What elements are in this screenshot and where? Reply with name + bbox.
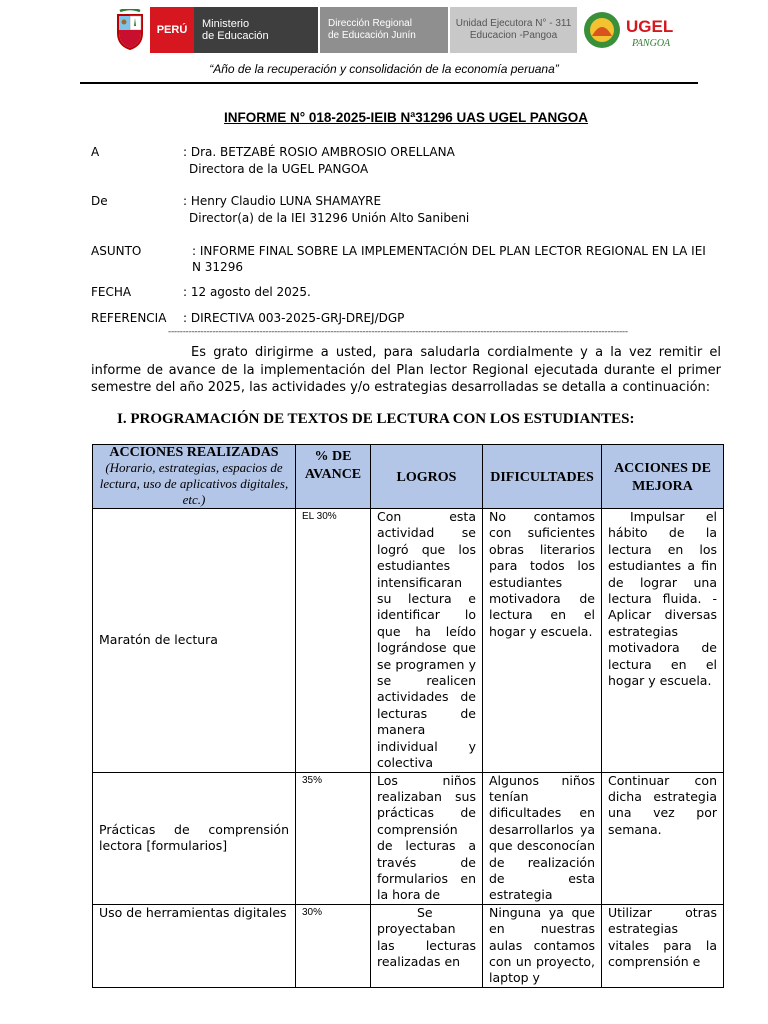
report-title: INFORME N° 018-2025-IEIB Nª31296 UAS UGEL PANGOA — [224, 110, 588, 125]
row-logros: Los niños realizaban sus prácticas de comprensión de lecturas a través de formularios en la hora de — [371, 772, 483, 904]
field-a-label: A — [91, 145, 100, 159]
header-mejora-label: ACCIONES DE MEJORA — [614, 460, 711, 494]
field-a-value: : Dra. BETZABÉ ROSIO AMBROSIO ORELLANA — [183, 145, 455, 159]
field-asunto-value: : INFORME FINAL SOBRE LA IMPLEMENTACIÓN DEL PLAN LECTOR REGIONAL EN LA IEI — [192, 244, 706, 258]
header-acciones — [93, 445, 296, 509]
field-fecha-label: FECHA — [91, 285, 132, 299]
field-fecha-value: : 12 agosto del 2025. — [183, 285, 311, 299]
row-logros: Se proyectaban las lecturas realizadas en — [371, 904, 483, 987]
row-mejora: Utilizar otras estrategias vitales para la comprensión e — [602, 904, 724, 987]
header-dificultades-label: DIFICULTADES — [490, 469, 594, 485]
ministerio-block — [194, 7, 318, 53]
field-de-value: : Henry Claudio LUNA SHAMAYRE — [183, 194, 382, 208]
year-motto: “Año de la recuperación y consolidación de la economía peruana” — [209, 62, 559, 76]
ministerio-line1: Ministerio — [202, 18, 250, 30]
peru-label: PERÚ — [156, 24, 188, 36]
unidad-ejecutora-block — [450, 7, 577, 53]
row-mejora: Continuar con dicha estrategia una vez por semana. — [602, 772, 724, 904]
direccion-regional-block — [320, 7, 448, 53]
header-avance-label: % DE AVANCE — [304, 449, 362, 482]
section-heading: I. PROGRAMACIÓN DE TEXTOS DE LECTURA CON LOS ESTUDIANTES: — [117, 411, 635, 427]
field-referencia-value: : DIRECTIVA 003-2025-GRJ-DREJ/DGP — [183, 311, 405, 325]
table-header-row — [93, 445, 724, 509]
row-logros: Con esta actividad se logró que los estudiantes intensificaran su lectura e identificar lo que ha leído lográndose que se programen y se realicen actividades de lecturas de manera individual y colectiva — [371, 509, 483, 773]
dre-line2: de Educación Junín — [328, 30, 416, 41]
table-row — [93, 772, 724, 904]
row-dificultades: Algunos niños tenían dificultades en desarrollarlos ya que desconocían de realización de esta estrategia — [483, 772, 602, 904]
dashed-separator: ------------------------------------------------------------------------------------------------------------------------------------------------------------ — [168, 327, 628, 337]
intro-paragraph: Es grato dirigirme a usted, para saludarla cordialmente y a la vez remitir el informe de avance de la implementación del Plan lector Regional ejecutada durante el primer semestre del año 2025, las actividades y/o estrategias desarrolladas se detalla a continuación: — [91, 345, 721, 395]
field-de-position: Director(a) de la IEI 31296 Unión Alto Sanibeni — [189, 211, 470, 225]
row-avance: EL 30% — [296, 509, 371, 773]
row-accion: Prácticas de comprensión lectora [formularios] — [93, 772, 296, 904]
row-mejora: Impulsar el hábito de la lectura en los estudiantes a fin de lograr una lectura fluida. - Aplicar diversas estrategias motivadora de lectura en el hogar y escuela. — [602, 509, 724, 773]
ue-line1: Unidad Ejecutora N° - 311 — [455, 18, 572, 29]
row-avance: 30% — [296, 904, 371, 987]
row-accion: Uso de herramientas digitales — [93, 904, 296, 987]
header-mejora — [602, 445, 724, 509]
pangoa-logo-text: PANGOA — [632, 38, 671, 49]
row-dificultades: No contamos con suficientes obras literarios para todos los estudiantes motivadora de lectura en el hogar y escuela. — [483, 509, 602, 773]
header-divider — [80, 82, 698, 84]
row-accion: Maratón de lectura — [93, 509, 296, 773]
dre-line1: Dirección Regional — [328, 18, 412, 29]
header-avance — [296, 445, 371, 509]
row-dificultades: Ninguna ya que en nuestras aulas contamos con un proyecto, laptop y — [483, 904, 602, 987]
activities-table — [92, 444, 724, 988]
field-referencia-label: REFERENCIA — [91, 311, 167, 325]
ministerio-line2: de Educación — [202, 30, 269, 42]
field-asunto-value-cont: N 31296 — [192, 260, 243, 274]
field-a-position: Directora de la UGEL PANGOA — [189, 162, 369, 176]
ue-line2: Educacion -Pangoa — [469, 30, 558, 41]
peru-brand-block — [150, 7, 194, 53]
header-logros-label: LOGROS — [396, 469, 457, 485]
header-acciones-sub: (Horario, estrategias, espacios de lectura, uso de aplicativos digitales, etc.) — [99, 460, 289, 507]
ugel-logo-text: UGEL — [626, 17, 674, 36]
field-asunto-label: ASUNTO — [91, 244, 142, 258]
header-acciones-label: ACCIONES REALIZADAS — [109, 445, 279, 460]
table-row — [93, 509, 724, 773]
table-row — [93, 904, 724, 987]
row-avance: 35% — [296, 772, 371, 904]
field-de-label: De — [91, 194, 108, 208]
header-dificultades — [483, 445, 602, 509]
ugel-pangoa-logo — [582, 6, 682, 54]
header-logros — [371, 445, 483, 509]
peru-coat-of-arms-icon — [114, 9, 146, 51]
